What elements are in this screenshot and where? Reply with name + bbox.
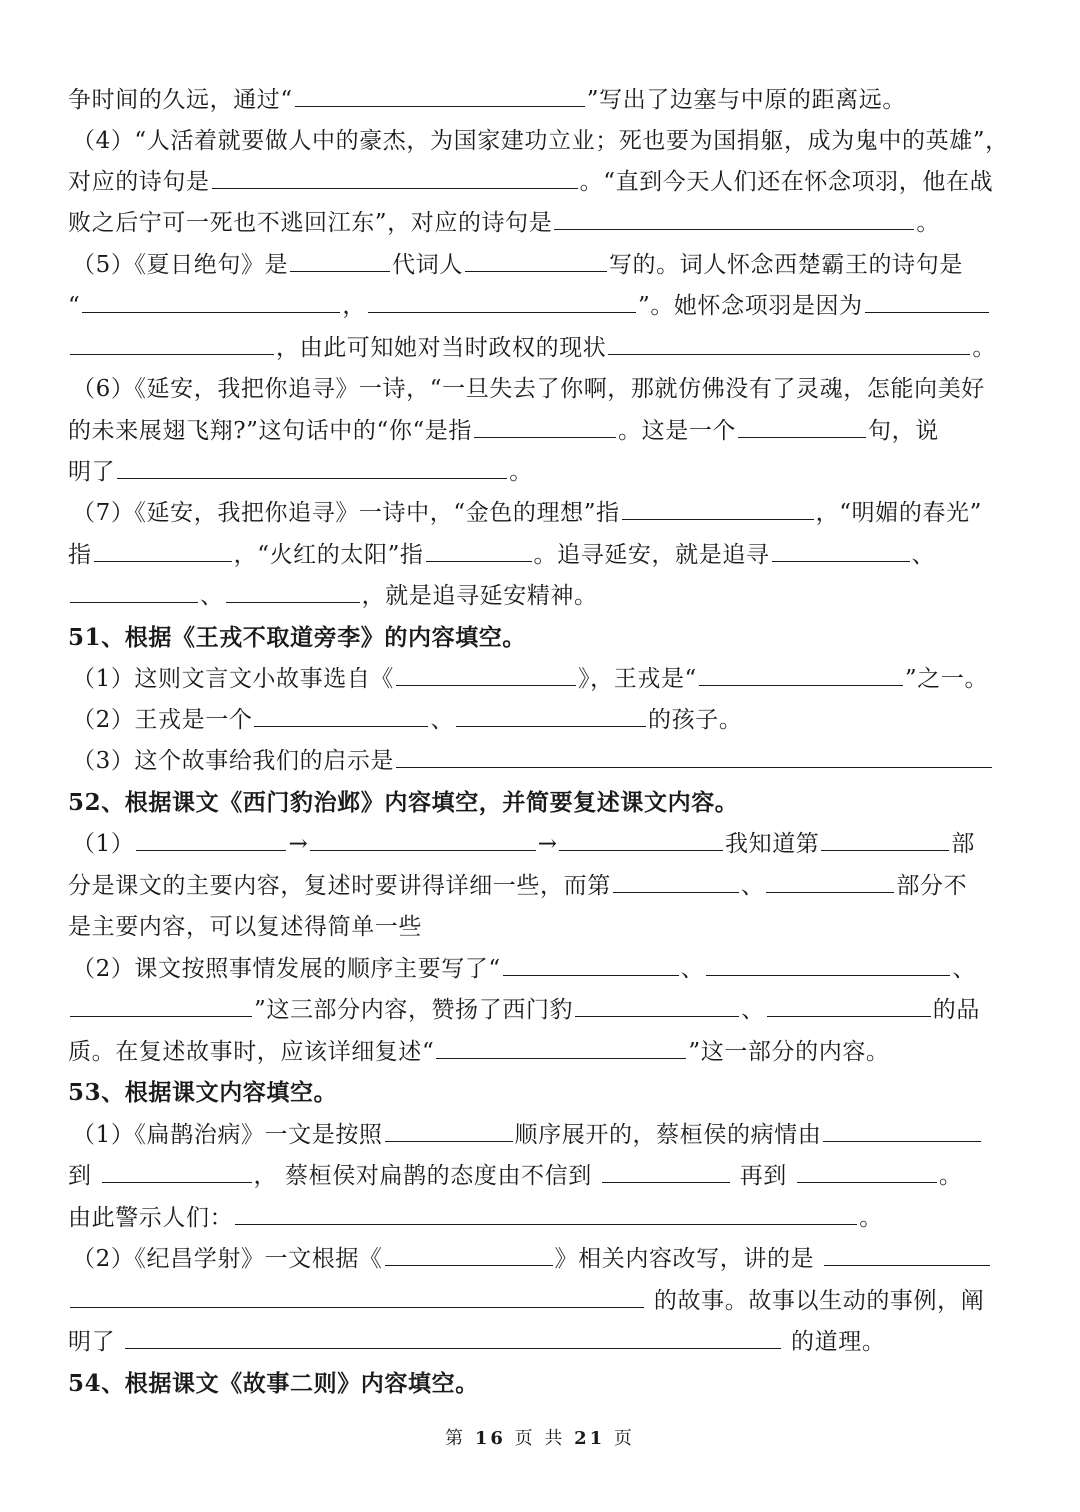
fill-blank[interactable] bbox=[699, 663, 903, 686]
fill-blank[interactable] bbox=[738, 415, 866, 438]
fill-blank[interactable] bbox=[575, 994, 739, 1017]
text-line: 败之后宁可一死也不逃回江东”，对应的诗句是 。 bbox=[68, 207, 1018, 239]
question-52-heading: 52、根据课文《西门豹治邺》内容填空，并简要复述课文内容。 bbox=[68, 789, 739, 816]
fill-blank[interactable] bbox=[613, 870, 739, 893]
fill-blank[interactable] bbox=[396, 663, 576, 686]
page-number-footer: 第 16 页 共 21 页 bbox=[445, 1428, 635, 1449]
text-line: （2）课文按照事情发展的顺序主要写了“ 、 、 bbox=[72, 953, 1022, 985]
fill-blank[interactable] bbox=[385, 1119, 513, 1142]
text-line: 明了 。 bbox=[68, 456, 1018, 488]
fill-blank[interactable] bbox=[70, 994, 252, 1017]
fill-blank[interactable] bbox=[226, 580, 360, 603]
fill-blank[interactable] bbox=[823, 1119, 981, 1142]
fill-blank[interactable] bbox=[456, 704, 646, 727]
fill-blank[interactable] bbox=[368, 290, 636, 313]
fill-blank[interactable] bbox=[865, 290, 989, 313]
text-line: 对应的诗句是 。“直到今天人们还在怀念项羽，他在战 bbox=[68, 166, 1018, 198]
fill-blank[interactable] bbox=[82, 290, 340, 313]
text-line: 的故事。故事以生动的事例，阐 bbox=[68, 1285, 1018, 1317]
fill-blank[interactable] bbox=[706, 953, 950, 976]
text-line: 分是课文的主要内容，复述时要讲得详细一些，而第 、 部分不 bbox=[68, 870, 1018, 902]
fill-blank[interactable] bbox=[426, 539, 532, 562]
fill-blank[interactable] bbox=[821, 828, 949, 851]
text-line: （4）“人活着就要做人中的豪杰，为国家建功立业；死也要为国捐躯，成为鬼中的英雄”， bbox=[72, 128, 1009, 154]
text-line: （5）《夏日绝句》是 代词人 写的。词人怀念西楚霸王的诗句是 bbox=[72, 249, 1022, 281]
text-line: （3）这个故事给我们的启示是 bbox=[72, 745, 1022, 777]
text-line: ”这三部分内容，赞扬了西门豹 、 的品 bbox=[68, 994, 1018, 1026]
fill-blank[interactable] bbox=[465, 249, 607, 272]
fill-blank[interactable] bbox=[70, 332, 274, 355]
text-line: ，由此可知她对当时政权的现状 。 bbox=[68, 332, 1018, 364]
fill-blank[interactable] bbox=[602, 1160, 730, 1183]
fill-blank[interactable] bbox=[474, 415, 616, 438]
text-line: 指 ，“火红的太阳”指 。追寻延安，就是追寻 、 bbox=[68, 539, 1018, 571]
fill-blank[interactable] bbox=[622, 497, 814, 520]
fill-blank[interactable] bbox=[559, 828, 723, 851]
fill-blank[interactable] bbox=[797, 1160, 937, 1183]
fill-blank[interactable] bbox=[102, 1160, 252, 1183]
fill-blank[interactable] bbox=[70, 1285, 644, 1308]
fill-blank[interactable] bbox=[212, 166, 578, 189]
question-51-heading: 51、根据《王戎不取道旁李》的内容填空。 bbox=[68, 624, 527, 651]
text-line: “ ， ”。她怀念项羽是因为 bbox=[68, 290, 1018, 322]
text-line: 质。在复述故事时，应该详细复述“ ”这一部分的内容。 bbox=[68, 1036, 1018, 1068]
question-53-heading: 53、根据课文内容填空。 bbox=[68, 1079, 338, 1106]
fill-blank[interactable] bbox=[824, 1243, 990, 1266]
fill-blank[interactable] bbox=[290, 249, 390, 272]
fill-blank[interactable] bbox=[94, 539, 232, 562]
fill-blank[interactable] bbox=[70, 580, 198, 603]
current-page-number: 16 bbox=[474, 1428, 506, 1449]
fill-blank[interactable] bbox=[235, 1202, 857, 1225]
text-line: （7）《延安，我把你追寻》一诗中，“金色的理想”指 ，“明媚的春光” bbox=[72, 497, 1022, 529]
fill-blank[interactable] bbox=[436, 1036, 686, 1059]
fill-blank[interactable] bbox=[396, 745, 992, 768]
text-line: （6）《延安，我把你追寻》一诗，“一旦失去了你啊，那就仿佛没有了灵魂，怎能向美好 bbox=[72, 376, 985, 402]
fill-blank[interactable] bbox=[766, 870, 894, 893]
fill-blank[interactable] bbox=[310, 828, 536, 851]
text-line: 争时间的久远，通过“ ”写出了边塞与中原的距离远。 bbox=[68, 84, 1018, 116]
text-line: （1）这则文言文小故事选自《 》，王戎是“ ”之一。 bbox=[72, 663, 1022, 695]
fill-blank[interactable] bbox=[554, 207, 914, 230]
fill-blank[interactable] bbox=[125, 1326, 781, 1349]
text-line: （2）《纪昌学射》一文根据《 》相关内容改写，讲的是 bbox=[72, 1243, 1022, 1275]
text-line: （1）《扁鹊治病》一文是按照 顺序展开的，蔡桓侯的病情由 bbox=[72, 1119, 1022, 1151]
fill-blank[interactable] bbox=[767, 994, 931, 1017]
text-line: 由此警示人们： 。 bbox=[68, 1202, 1018, 1234]
text-line: 的未来展翅飞翔?”这句话中的“你“是指 。这是一个 句，说 bbox=[68, 415, 1018, 447]
fill-blank[interactable] bbox=[295, 84, 585, 107]
text-line: （1） → → 我知道第 部 bbox=[72, 828, 1022, 860]
text-line: 、 ，就是追寻延安精神。 bbox=[68, 580, 1018, 612]
fill-blank[interactable] bbox=[136, 828, 286, 851]
fill-blank[interactable] bbox=[772, 539, 910, 562]
fill-blank[interactable] bbox=[117, 456, 507, 479]
fill-blank[interactable] bbox=[385, 1243, 553, 1266]
fill-blank[interactable] bbox=[608, 332, 970, 355]
fill-blank[interactable] bbox=[503, 953, 679, 976]
text-line: 明了 的道理。 bbox=[68, 1326, 1018, 1358]
text-line: （2）王戎是一个 、 的孩子。 bbox=[72, 704, 1022, 736]
total-page-number: 21 bbox=[574, 1428, 606, 1449]
question-54-heading: 54、根据课文《故事二则》内容填空。 bbox=[68, 1370, 479, 1397]
fill-blank[interactable] bbox=[254, 704, 428, 727]
text-line: 是主要内容，可以复述得简单一些 bbox=[68, 914, 422, 940]
text-line: 到 ， 蔡桓侯对扁鹊的态度由不信到 再到 。 bbox=[68, 1160, 1018, 1192]
